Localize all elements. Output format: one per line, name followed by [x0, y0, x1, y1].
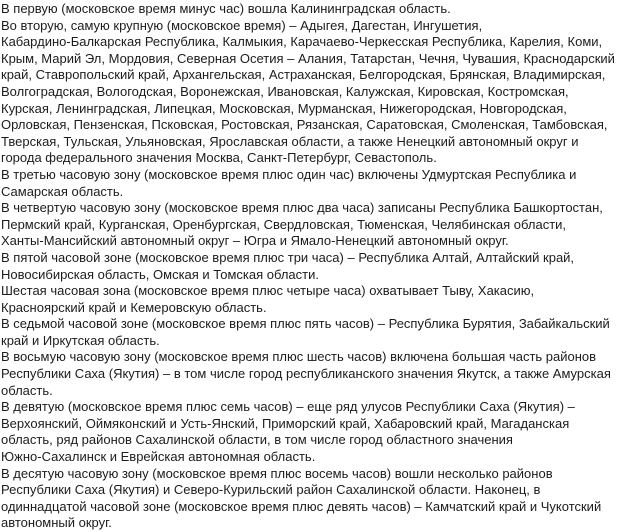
document-text	[1, 1, 641, 532]
text-line: область.	[1, 382, 53, 398]
text-line: Шестая часовая зона (московское время плюс четыре часа) охватывает Тыву, Хакасию,	[1, 283, 535, 299]
text-line: Во вторую, самую крупную (московское время) – Адыгея, Дагестан, Ингушетия,	[1, 17, 483, 33]
text-line: край и Иркутская область.	[1, 332, 160, 348]
text-line: Республики Саха (Якутия) – в том числе город республиканского значения Якутск, а также Амурская	[1, 366, 611, 382]
text-line: Красноярский край и Кемеровскую область.	[1, 299, 267, 315]
text-line: Республики Саха (Якутия) и Северо-Курильский район Сахалинской области. Наконец, в	[1, 482, 541, 498]
text-line: В четвертую часовую зону (московское время плюс два часа) записаны Республика Башкортостан,	[1, 200, 603, 216]
text-line: Орловская, Пензенская, Псковская, Ростовская, Рязанская, Саратовская, Смоленская, Тамбовская,	[1, 117, 608, 133]
text-line: Курская, Ленинградская, Липецкая, Московская, Мурманская, Нижегородская, Новгородская,	[1, 100, 567, 116]
text-line: Кабардино-Балкарская Республика, Калмыкия, Карачаево-Черкесская Республика, Карелия, Коми,	[1, 34, 603, 50]
text-line: Тверская, Тульская, Ульяновская, Ярославская области, а также Ненецкий автономный округ и	[1, 133, 579, 149]
text-line: В пятой часовой зоне (московское время плюс три часа) – Республика Алтай, Алтайский край,	[1, 249, 575, 265]
text-line: В третью часовую зону (московское время плюс один час) включены Удмуртская Республика и	[1, 166, 577, 182]
text-line: Самарская область.	[1, 183, 124, 199]
text-line: Крым, Марий Эл, Мордовия, Северная Осетия – Алания, Татарстан, Чечня, Чувашия, Краснодарский	[1, 50, 615, 66]
text-line: Пермский край, Курганская, Оренбургская, Свердловская, Тюменская, Челябинская области,	[1, 216, 567, 232]
text-line: В десятую часовую зону (московское время плюс восемь часов) вошли несколько районов	[1, 465, 553, 481]
text-line: Новосибирская область, Омская и Томская области.	[1, 266, 319, 282]
text-line: В девятую (московское время плюс семь часов) – еще ряд улусов Республики Саха (Якутия) –	[1, 399, 575, 415]
text-line: В первую (московское время минус час) вошла Калининградская область.	[1, 1, 451, 16]
text-line: города федерального значения Москва, Санкт-Петербург, Севастополь.	[1, 150, 437, 166]
text-line: автономный округ.	[1, 515, 112, 531]
text-line: Верхоянский, Оймяконский и Усть-Янский, Приморский край, Хабаровский край, Магаданская	[1, 415, 570, 431]
text-line: область, ряд районов Сахалинской области, в том числе город областного значения	[1, 432, 513, 448]
text-line: одиннадцатой часовой зоне (московское время плюс девять часов) – Камчатский край и Чукотский	[1, 498, 602, 514]
text-line: Южно-Сахалинск и Еврейская автономная область.	[1, 449, 316, 465]
text-line: край, Ставропольский край, Архангельская, Астраханская, Белгородская, Брянская, Владимирская,	[1, 67, 606, 83]
text-line: Ханты-Мансийский автономный округ – Югра и Ямало-Ненецкий автономный округ.	[1, 233, 509, 249]
text-line: В седьмой часовой зоне (московское время плюс пять часов) – Республика Бурятия, Забайкальский	[1, 316, 610, 332]
text-line: В восьмую часовую зону (московское время плюс шесть часов) включена большая часть районов	[1, 349, 597, 365]
text-line: Волгоградская, Вологодская, Воронежская, Ивановская, Калужская, Кировская, Костромская,	[1, 83, 569, 99]
